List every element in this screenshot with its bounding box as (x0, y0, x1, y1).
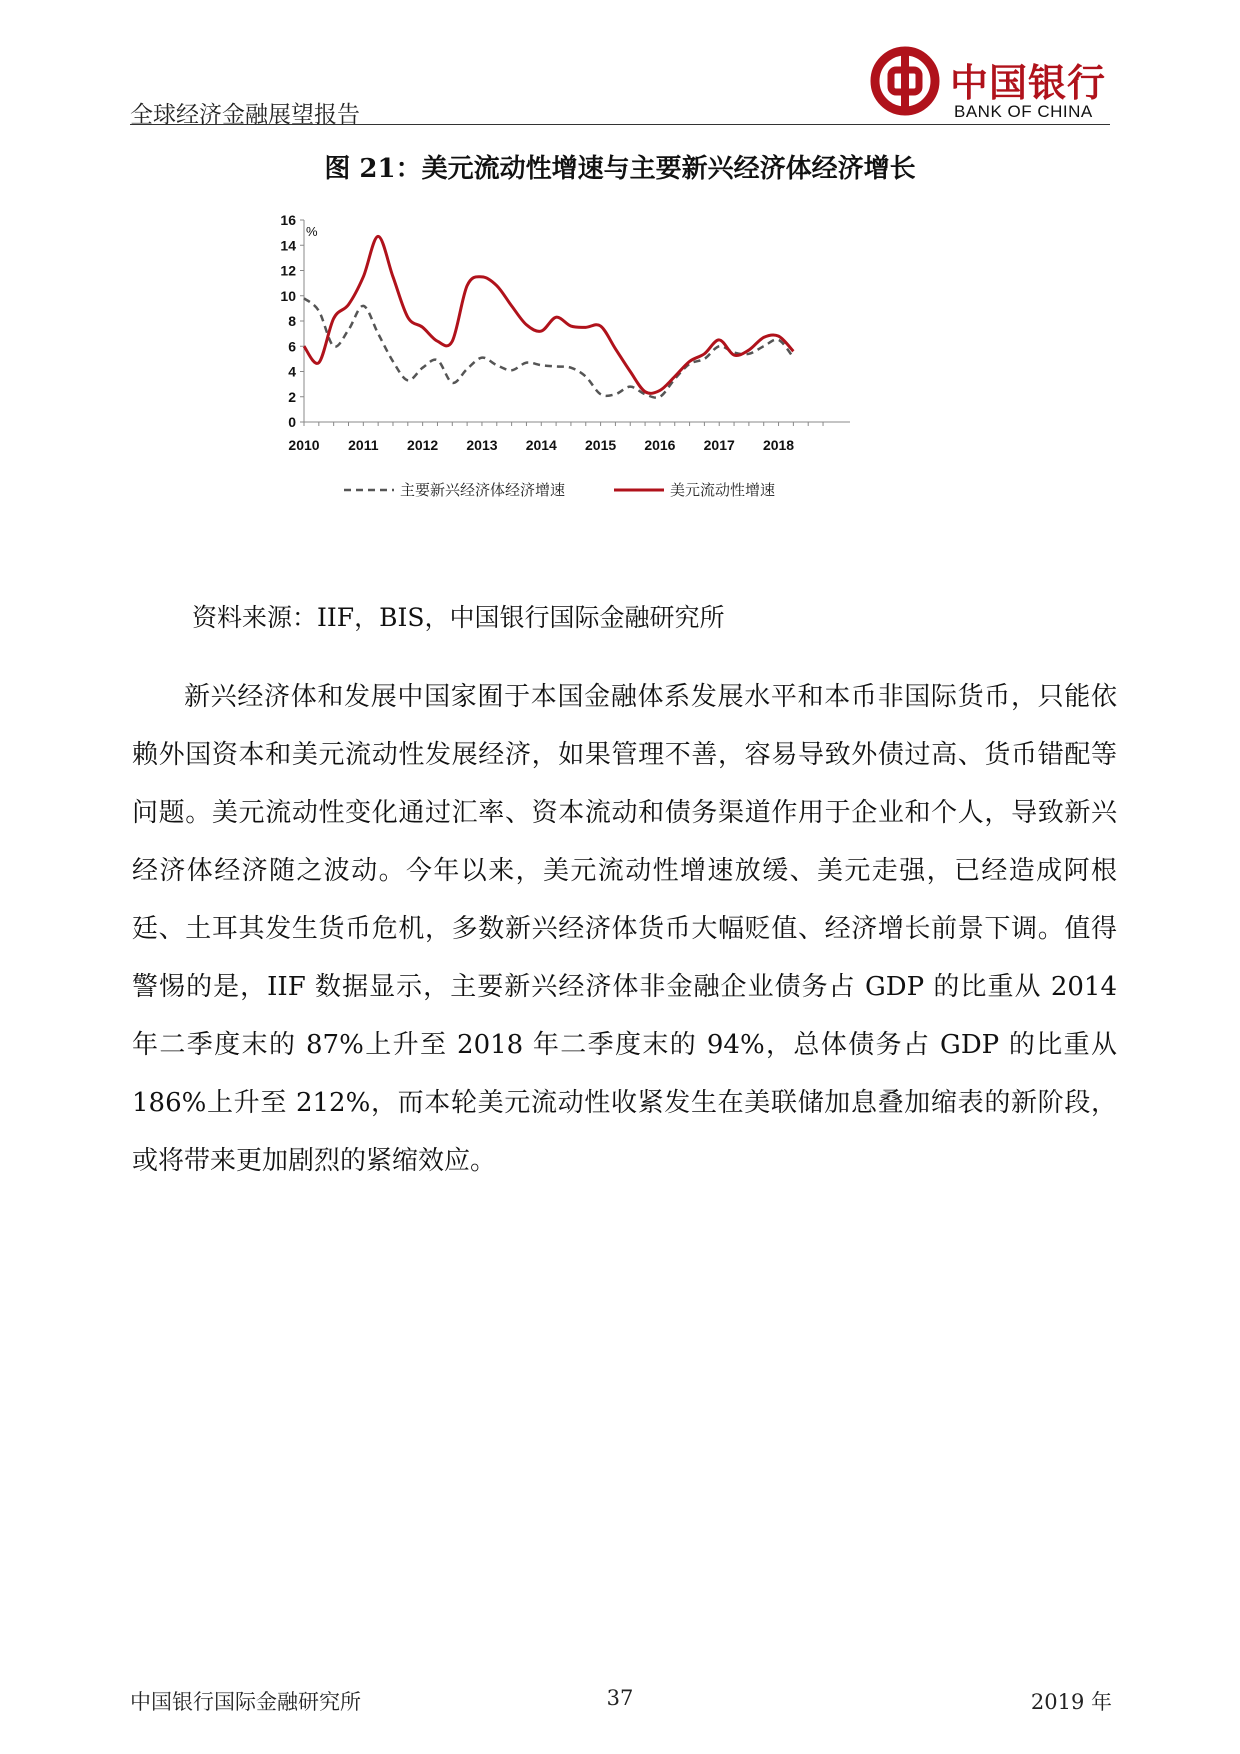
y-tick-label: 16 (280, 212, 296, 228)
y-tick-label: 14 (280, 237, 296, 254)
report-title: 全球经济金融展望报告 (130, 102, 360, 128)
x-tick-label: 2017 (703, 437, 735, 453)
y-tick-label: 6 (288, 338, 296, 355)
y-tick-label: 10 (280, 287, 296, 304)
x-tick-label: 2010 (288, 437, 320, 453)
figure-title: 图 21：美元流动性增速与主要新兴经济体经济增长 (324, 154, 916, 184)
y-tick-label: 8 (288, 313, 296, 329)
x-tick-label: 2015 (585, 437, 617, 453)
y-tick-label: 4 (288, 363, 296, 380)
chart-svg (280, 212, 970, 558)
bank-of-china-logo (870, 46, 1116, 124)
page-number: 37 (606, 1686, 634, 1710)
x-tick-label: 2012 (407, 437, 439, 453)
legend-label: 主要新兴经济体经济增速 (400, 482, 566, 499)
series-line-usd-liquidity (304, 236, 793, 393)
y-tick-label: 12 (280, 262, 296, 279)
y-tick-label: 0 (288, 414, 296, 430)
x-tick-label: 2016 (644, 437, 676, 453)
legend-label: 美元流动性增速 (670, 482, 776, 499)
body-paragraph: 新兴经济体和发展中国家囿于本国金融体系发展水平和本币非国际货币，只能依赖外国资本和美元流动性发展经济，如果管理不善，容易导致外债过高、货币错配等问题。美元流动性变化通过汇率、资本流动和债务渠道作用于企业和个人，导致新兴经济体经济随之波动。今年以来，美元流动性增速放缓、美元走强，已经造成阿根廷、土耳其发生货币危机，多数新兴经济体货币大幅贬值、经济增长前景下调。值得警惕的是，IIF 数据显示，主要新兴经济体非金融企业债务占 GDP 的比重从 2014 年二季度末的 87%上升至 2018 年二季度末的 94%，总体债务占 GDP 的比重从 186%上升至 212%，而本轮美元流动性收紧发生在美联储加息叠加缩表的新阶段，或将带来更加剧烈的紧缩效应。 (132, 682, 1117, 1176)
line-chart (280, 212, 970, 558)
y-tick-label: 2 (288, 388, 296, 405)
logo-chinese-text: 中国银行 (950, 60, 1107, 105)
x-tick-label: 2014 (525, 437, 557, 453)
logo-english-text: BANK OF CHINA (954, 102, 1093, 121)
footer-year: 2019 年 (1030, 1690, 1112, 1714)
x-tick-label: 2013 (466, 437, 498, 453)
x-tick-label: 2018 (762, 437, 795, 453)
footer-org: 中国银行国际金融研究所 (130, 1690, 361, 1714)
source-note: 资料来源：IIF，BIS，中国银行国际金融研究所 (192, 603, 725, 632)
series-line-emerging-growth (304, 298, 793, 397)
x-tick-label: 2011 (348, 437, 379, 453)
bank-of-china-emblem-icon (870, 46, 940, 116)
y-axis-unit-label: % (306, 224, 318, 239)
header-divider (130, 124, 1110, 125)
